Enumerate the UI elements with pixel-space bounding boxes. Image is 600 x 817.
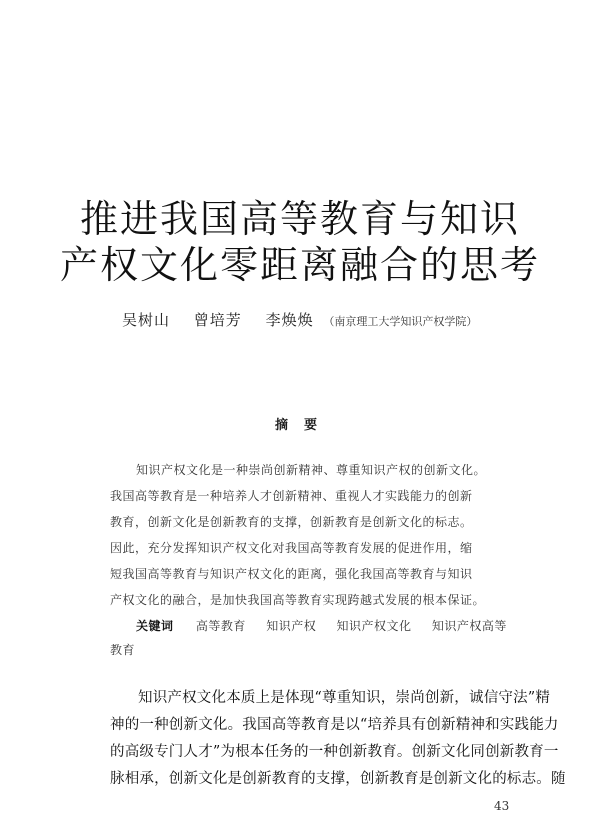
body-line: 的高级专门人才”为根本任务的一种创新教育。创新文化同创新教育一 — [110, 744, 559, 760]
author-name: 李焕焕 — [265, 311, 314, 329]
page-number: 43 — [494, 799, 510, 813]
body-line: 脉相承，创新文化是创新教育的支撑，创新教育是创新文化的标志。随 — [110, 771, 566, 787]
affiliation: （南京理工大学知识产权学院） — [323, 315, 478, 328]
keywords-label: 关键词 — [136, 619, 174, 633]
body-line: 知识产权文化本质上是体现“尊重知识，崇尚创新，诚信守法”精 — [138, 690, 551, 706]
keyword: 知识产权高等 — [431, 619, 507, 633]
abstract-line: 短我国高等教育与知识产权文化的距离，强化我国高等教育与知识 — [110, 567, 473, 581]
abstract-line: 教育，创新文化是创新教育的支撑，创新教育是创新文化的标志。 — [110, 515, 473, 529]
abstract-line: 产权文化的融合，是加快我国高等教育实现跨越式发展的根本保证。 — [110, 593, 486, 607]
title-line-1: 推进我国高等教育与知识 — [79, 197, 520, 241]
author-line — [122, 309, 495, 330]
body-line: 神的一种创新文化。我国高等教育是以“培养具有创新精神和实践能力 — [110, 717, 559, 733]
keyword: 知识产权文化 — [336, 619, 412, 633]
abstract-line: 因此，充分发挥知识产权文化对我国高等教育发展的促进作用，缩 — [110, 541, 473, 555]
abstract-heading: 摘要 — [274, 418, 333, 433]
keywords-line — [136, 617, 507, 634]
keyword: 知识产权 — [266, 619, 317, 633]
keyword: 高等教育 — [195, 619, 246, 633]
title-line-2: 产权文化零距离融合的思考 — [59, 243, 540, 287]
abstract-line: 知识产权文化是一种崇尚创新精神、尊重知识产权的创新文化。 — [136, 463, 487, 477]
abstract-line: 我国高等教育是一种培养人才创新精神、重视人才实践能力的创新 — [110, 489, 473, 503]
author-name: 曾培芳 — [193, 311, 242, 329]
author-name: 吴树山 — [122, 311, 171, 329]
keywords-wrap: 教育 — [110, 643, 136, 657]
